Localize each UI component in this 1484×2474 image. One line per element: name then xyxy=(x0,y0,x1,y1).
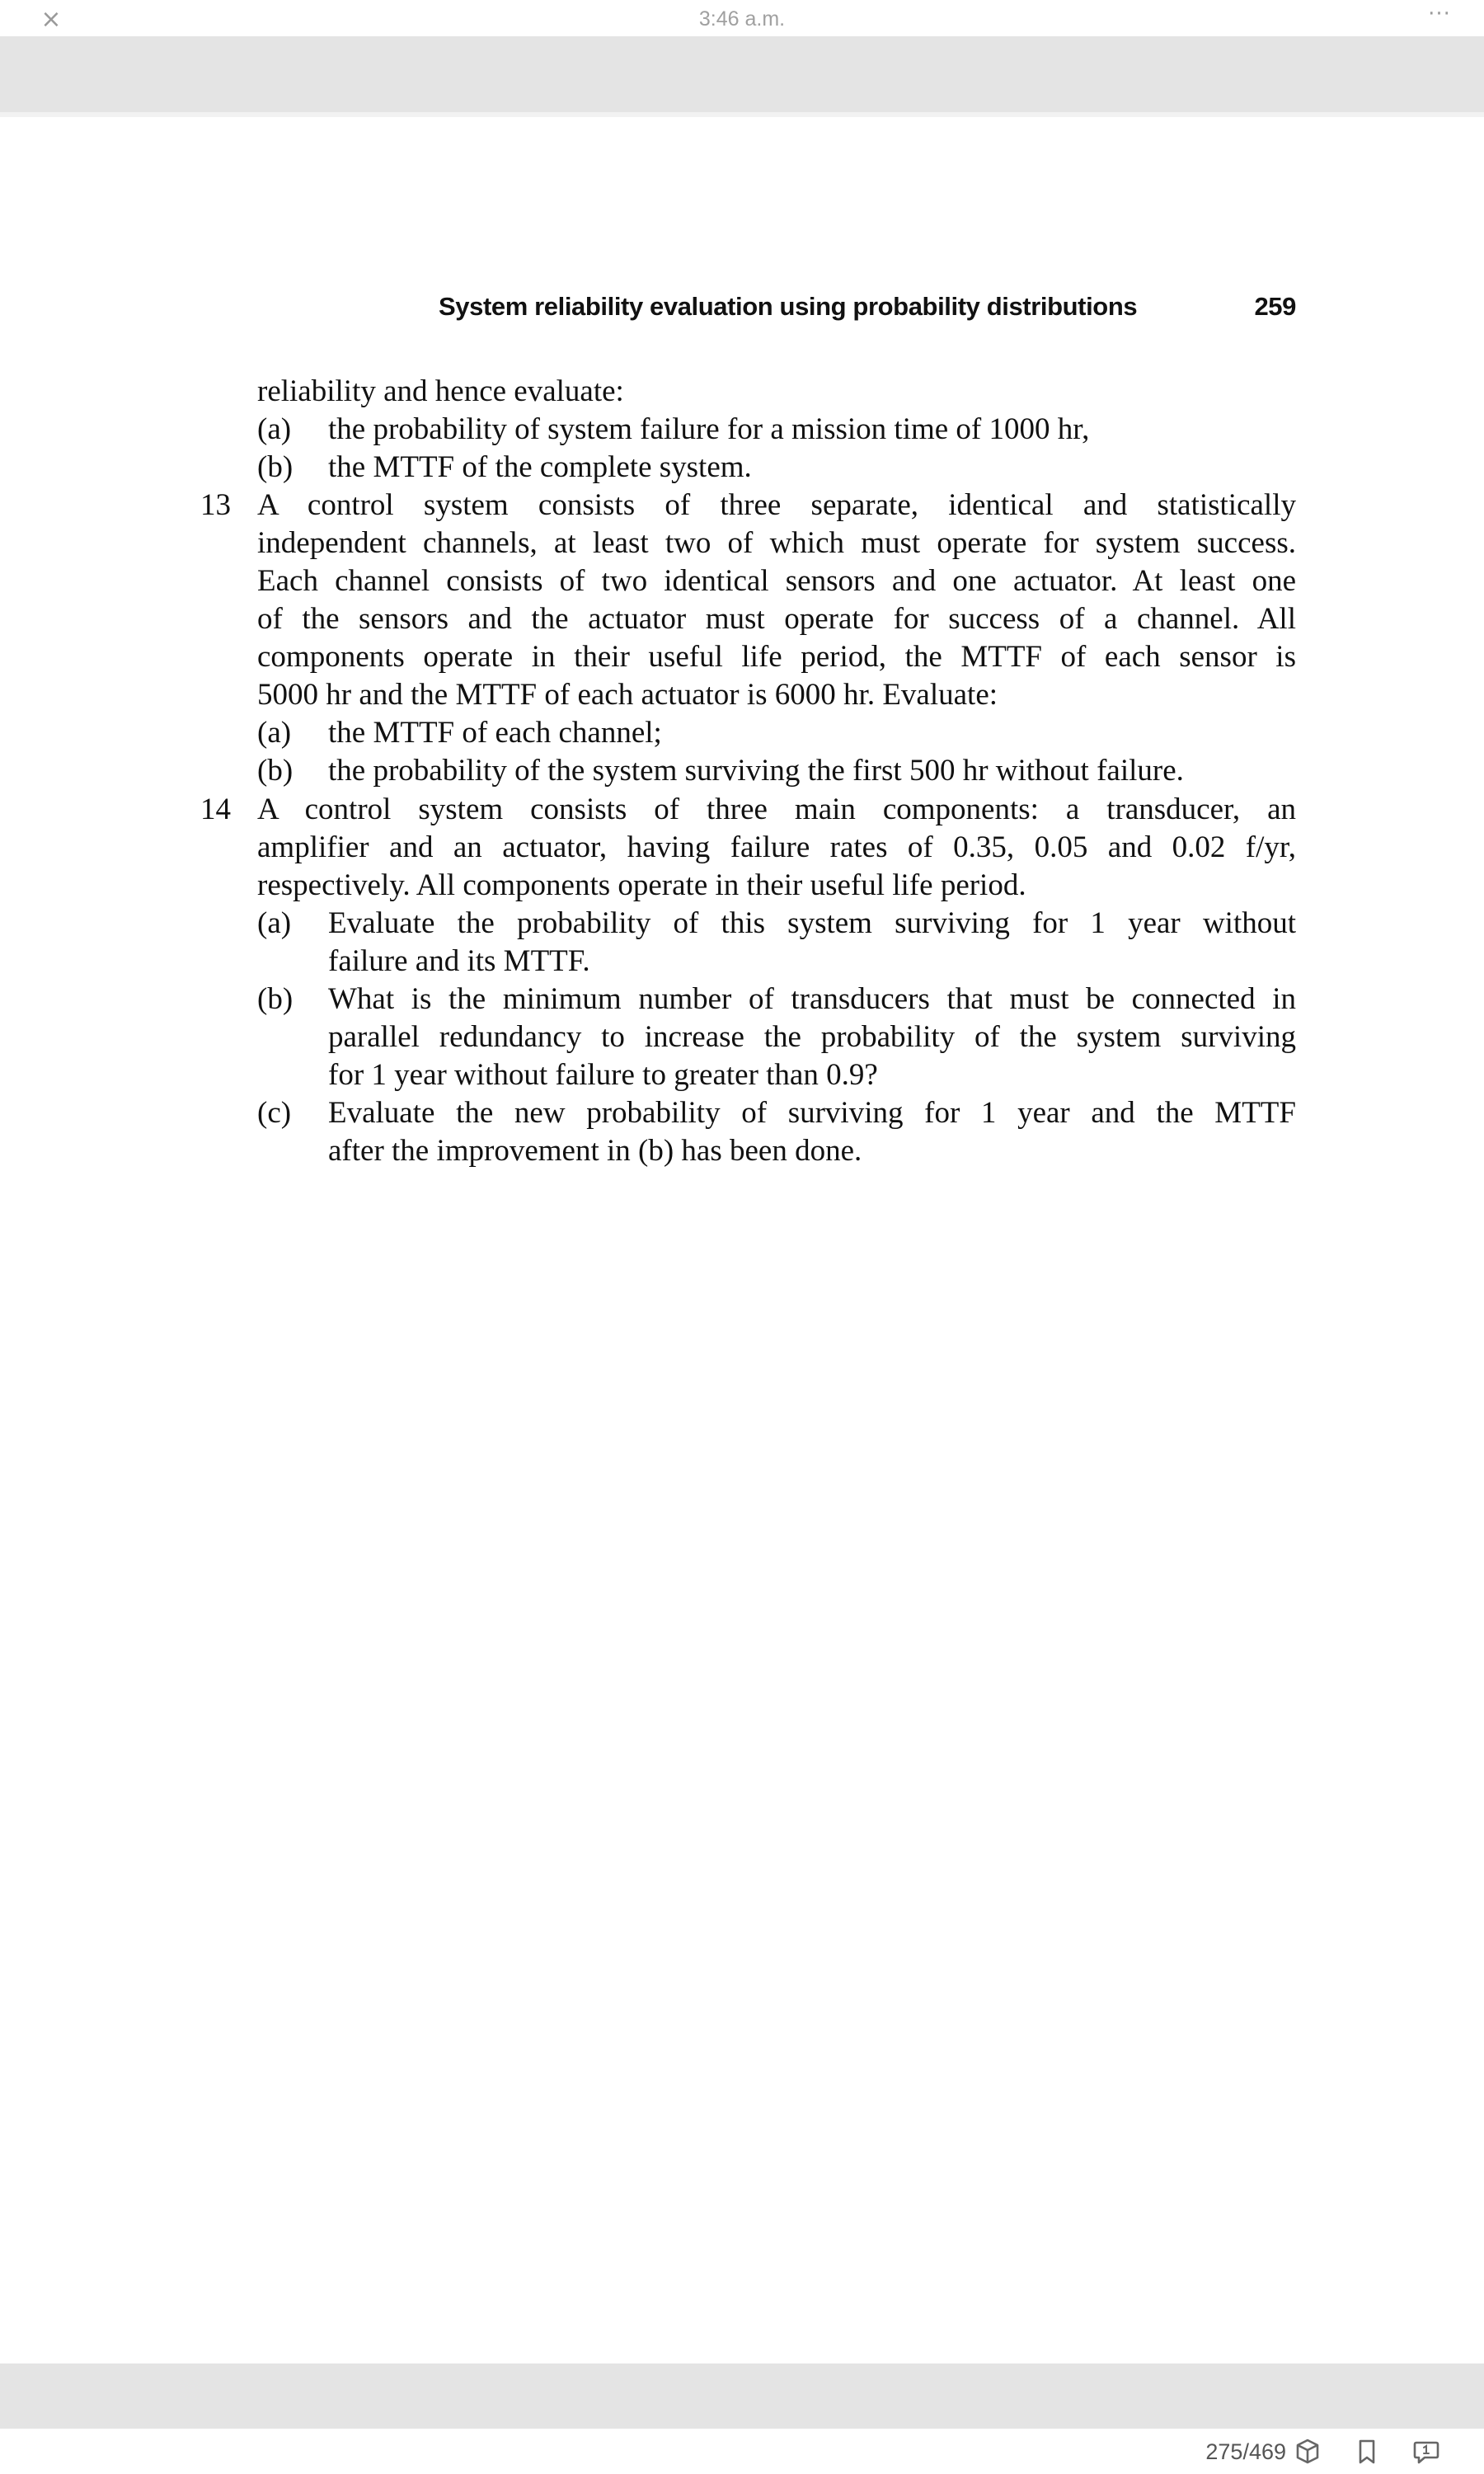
item-label-a: (a) xyxy=(257,716,292,750)
text-line: 5000 hr and the MTTF of each actuator is 6000 hr. Evaluate: xyxy=(257,678,998,712)
text-line: components operate in their useful life period, the MTTF of each sensor is xyxy=(257,640,1296,674)
bookmark-icon[interactable] xyxy=(1350,2435,1383,2468)
text-line: the MTTF of each channel; xyxy=(328,716,662,750)
page-count[interactable]: 275/469 xyxy=(1205,2439,1286,2464)
text-line: independent channels, at least two of which must operate for system success. xyxy=(257,526,1296,560)
text-line: What is the minimum number of transducers that must be connected in xyxy=(328,982,1296,1016)
item-label-c: (c) xyxy=(257,1096,292,1130)
status-bar xyxy=(0,0,1484,36)
text-line: the MTTF of the complete system. xyxy=(328,450,752,484)
status-time: 3:46 a.m. xyxy=(698,7,786,31)
text-line: the probability of system failure for a mission time of 1000 hr, xyxy=(328,412,1090,446)
comment-icon[interactable] xyxy=(1410,2435,1443,2468)
text-line: of the sensors and the actuator must operate for success of a channel. All xyxy=(257,602,1296,636)
text-line: for 1 year without failure to greater than 0.9? xyxy=(328,1058,878,1092)
text-line: the probability of the system surviving the first 500 hr without failure. xyxy=(328,754,1184,788)
text-line: Evaluate the new probability of surviving for 1 year and the MTTF xyxy=(328,1096,1296,1130)
question-number-14: 14 xyxy=(200,793,231,826)
text-line: reliability and hence evaluate: xyxy=(257,374,624,408)
question-number-13: 13 xyxy=(200,488,231,522)
text-line: failure and its MTTF. xyxy=(328,944,590,978)
text-line: parallel redundancy to increase the probability of the system surviving xyxy=(328,1020,1296,1054)
text-line: after the improvement in (b) has been done. xyxy=(328,1134,862,1168)
text-line: Evaluate the probability of this system surviving for 1 year without xyxy=(328,906,1296,940)
text-line: respectively. All components operate in their useful life period. xyxy=(257,868,1026,902)
item-label-a: (a) xyxy=(257,906,292,940)
more-options-icon[interactable]: ··· xyxy=(1428,2,1451,26)
page-number: 259 xyxy=(1254,292,1296,321)
top-toolbar xyxy=(0,36,1484,112)
text-line: Each channel consists of two identical sensors and one actuator. At least one xyxy=(257,564,1296,598)
item-label-a: (a) xyxy=(257,412,292,446)
running-head-title: System reliability evaluation using probability distributions xyxy=(439,292,1138,321)
close-icon[interactable]: × xyxy=(40,5,62,34)
item-label-b: (b) xyxy=(257,450,294,484)
text-line: amplifier and an actuator, having failure rates of 0.35, 0.05 and 0.02 f/yr, xyxy=(257,830,1296,864)
item-label-b: (b) xyxy=(257,982,294,1016)
text-line: A control system consists of three main components: a transducer, an xyxy=(257,793,1296,826)
cube-icon[interactable] xyxy=(1291,2435,1324,2468)
item-label-b: (b) xyxy=(257,754,294,788)
text-line: A control system consists of three separate, identical and statistically xyxy=(257,488,1296,522)
